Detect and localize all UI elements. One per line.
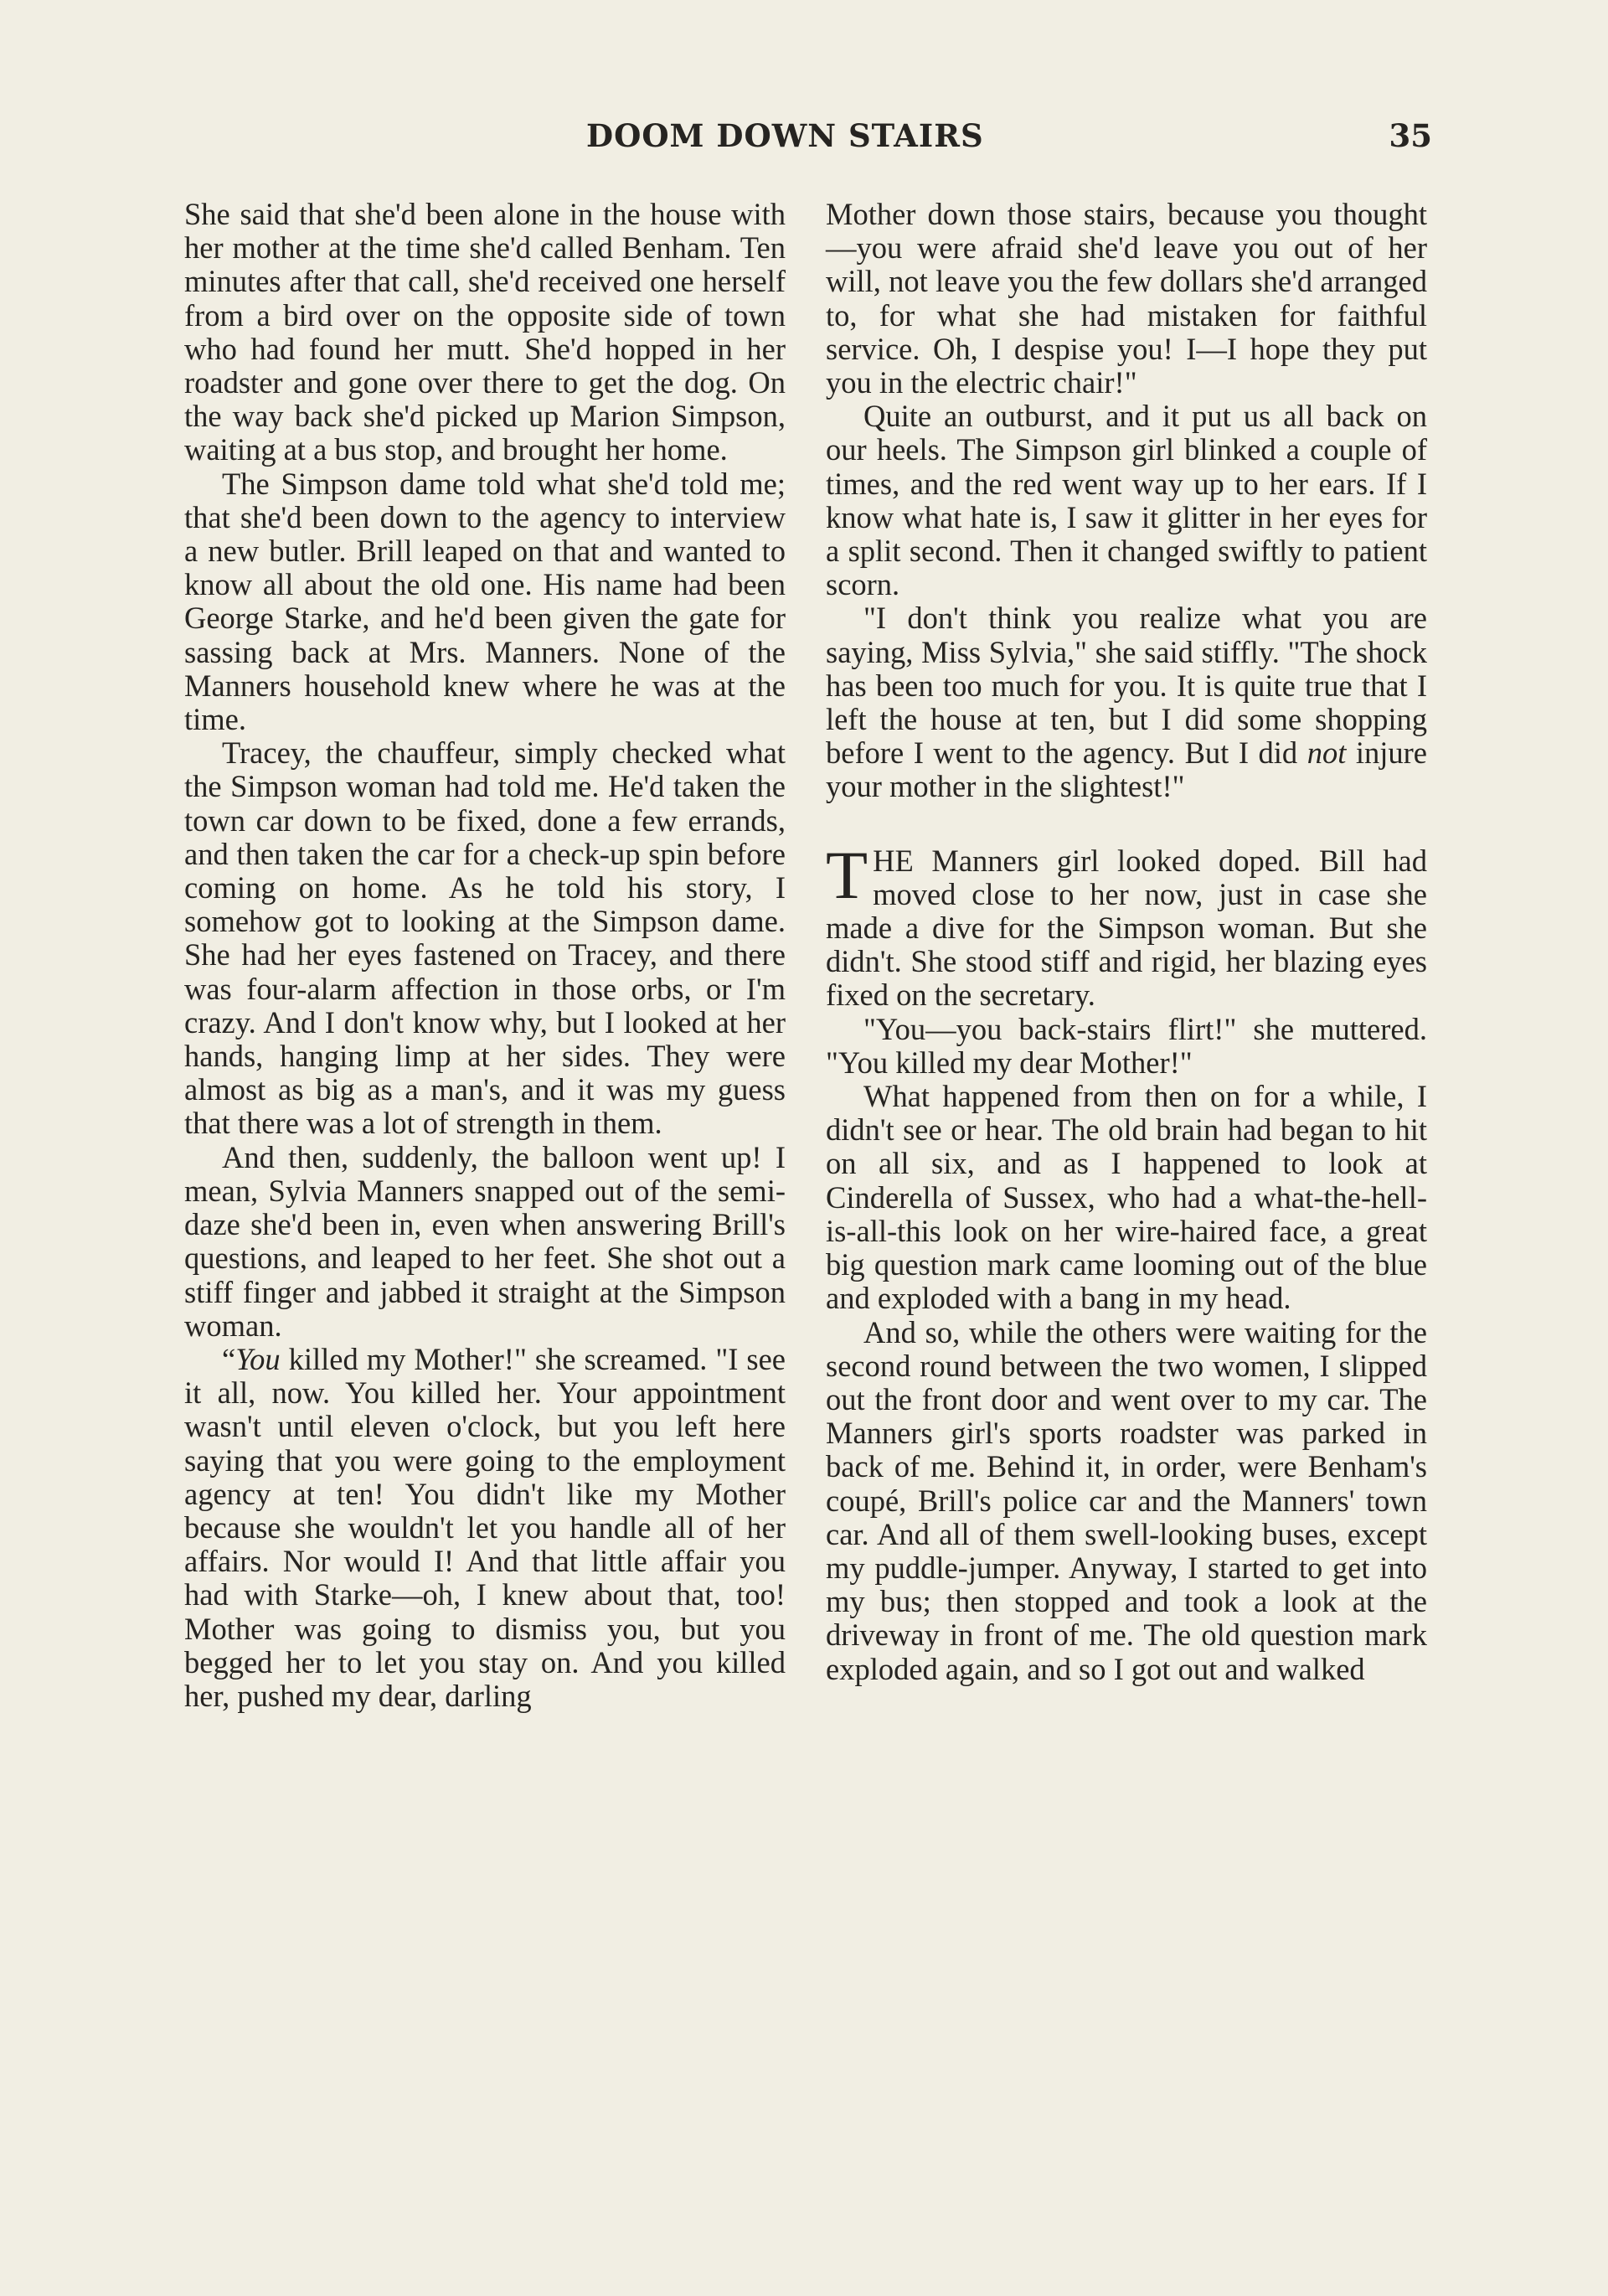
left-column <box>184 198 786 1713</box>
running-title: DOOM DOWN STAIRS <box>586 117 984 154</box>
paragraph: And so, while the others were waiting for the second round between the two women, I slipped out the front door and went over to my car. The Manners girl's sports roadster was parked in back of me. Behind it, in order, were Benham's coupé, Brill's police car and the Manners' town car. And all of them swell-looking buses, except my puddle-jumper. Anyway, I started to get into my bus; then stopped and took a look at the driveway in front of me. The old question mark exploded again, and so I got out and walked <box>826 1314 1427 1686</box>
text: injure your mother in the slightest!" <box>826 735 1428 804</box>
text: "I don't think you realize what you are saying, Miss Sylvia," she said stiffly. "The shock has been too much for you. It is quite true that I left the house at ten, but I did some shopping before I went to the agency. But I did <box>826 601 1427 771</box>
quote-text: killed my Mother!" she screamed. "I see it all, now. You killed her. Your appointment wasn't until eleven o'clock, but you left here saying that you were going to the employment agency at ten! You didn't like my Mother because she wouldn't let you handle all of her affairs. Nor would I! And that little affair you had with Starke—oh, I knew about that, too! Mother was going to dismiss you, but you begged her to let you stay on. And you killed her, pushed my dear, darling <box>184 1341 786 1713</box>
text: HE Manners girl looked doped. Bill had moved close to her now, just in case she made a dive for the Simpson woman. But she didn't. She stood stiff and rigid, her blazing eyes fixed on the secretary. <box>826 843 1427 1013</box>
paragraph: What happened from then on for a while, I didn't see or hear. The old brain had began to hit on all six, and as I happened to look at Cinderella of Sussex, who had a what-the-hell-is-all-this look on her wire-haired face, a great big question mark came looming out of the blue and exploded with a bang in my head. <box>826 1079 1427 1316</box>
paragraph <box>826 601 1427 803</box>
paragraph: She said that she'd been alone in the house with her mother at the time she'd called Benham. Ten minutes after that call, she'd received one herself from a bird over on the opposite side of town who had found her mutt. She'd hopped in her roadster and gone over there to get the dog. On the way back she'd picked up Marion Simpson, waiting at a bus stop, and brought her home. <box>184 197 786 467</box>
paragraph: "You—you back-stairs flirt!" she muttered. "You killed my dear Mother!" <box>826 1011 1427 1080</box>
page-header <box>586 117 1432 168</box>
paragraph: Tracey, the chauffeur, simply checked what the Simpson woman had told me. He'd taken the town car down to be fixed, done a few errands, and then taken the car for a check-up spin before coming on home. As he told his story, I somehow got to looking at the Simpson dame. She had her eyes fastened on Tracey, and there was four-alarm affection in those orbs, or I'm crazy. And I don't know why, but I looked at her hands, hanging limp at her sides. They were almost as big as a man's, and it was my guess that there was a lot of strength in them. <box>184 735 786 1141</box>
drop-cap: T <box>826 836 868 913</box>
right-column <box>826 198 1427 1686</box>
quote-paragraph: “You killed my Mother!" she screamed. "I see it all, now. You killed her. Your appointment wasn't until eleven o'clock, but you left here saying that you were going to the employment agency at ten! You didn't like my Mother because she wouldn't let you handle all of her affairs. Nor would I! And that little affair you had with Starke—oh, I knew about that, too! Mother was going to dismiss you, but you begged her to let you stay on. And you killed her, pushed my dear, darling <box>184 1341 786 1713</box>
emphasis: You <box>235 1341 281 1376</box>
paragraph: Quite an outburst, and it put us all back on our heels. The Simpson girl blinked a couple of times, and the red went way up to her ears. If I know what hate is, I saw it glitter in her eyes for a split second. Then it changed swiftly to patient scorn. <box>826 399 1427 602</box>
page-number: 35 <box>1389 117 1432 154</box>
paragraph: And then, suddenly, the balloon went up! I mean, Sylvia Manners snapped out of the semi-daze she'd been in, even when answering Brill's questions, and leaped to her feet. She shot out a stiff finger and jabbed it straight at the Simpson woman. <box>184 1139 786 1343</box>
section-paragraph <box>826 836 1427 1013</box>
emphasis: not <box>1306 735 1347 771</box>
paragraph: Mother down those stairs, because you thought—you were afraid she'd leave you out of her will, not leave you the few dollars she'd arranged to, for what she had mistaken for faithful service. Oh, I despise you! I—I hope they put you in the electric chair!" <box>826 197 1427 400</box>
paragraph: The Simpson dame told what she'd told me; that she'd been down to the agency to interview a new butler. Brill leaped on that and wanted to know all about the old one. His name had been George Starke, and he'd been given the gate for sassing back at Mrs. Manners. None of the Manners household knew where he was at the time. <box>184 466 786 737</box>
